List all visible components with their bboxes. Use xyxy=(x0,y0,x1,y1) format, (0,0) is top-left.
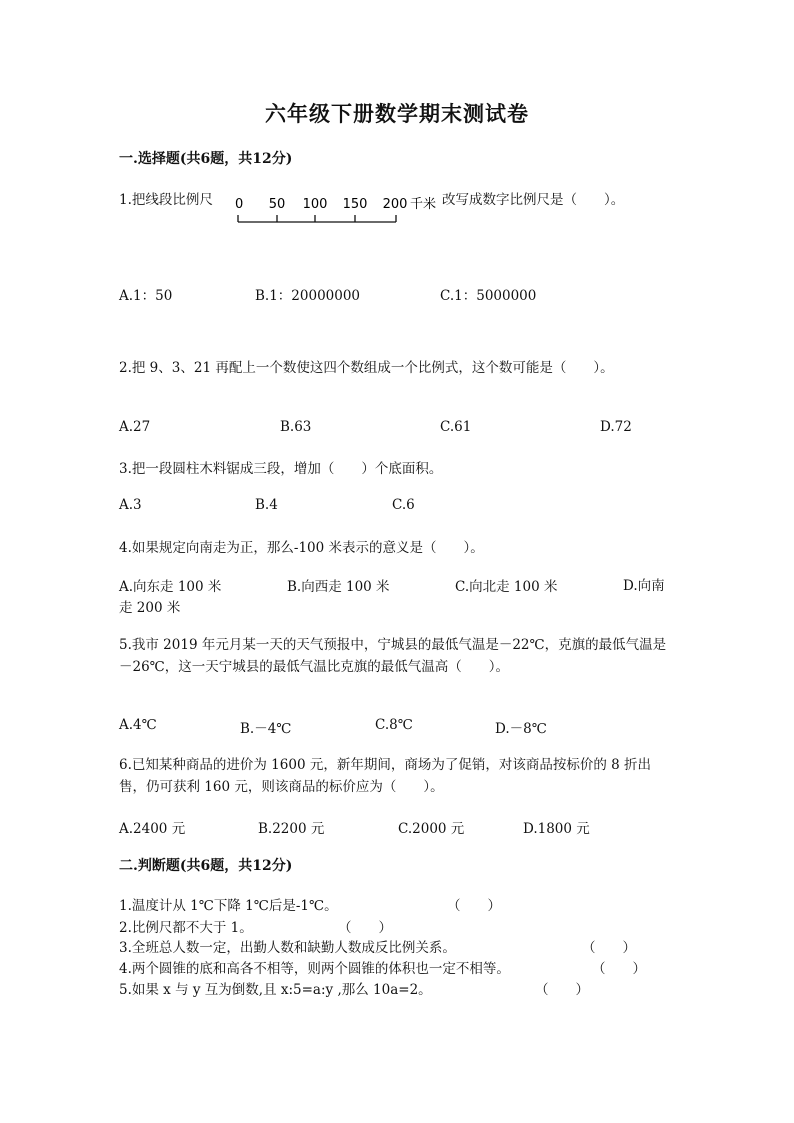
question-3-option-b: B.4 xyxy=(255,497,278,513)
scale-tick-100: 100 xyxy=(302,197,328,212)
judgment-item-1-text: 1.温度计从 1℃下降 1℃后是-1℃。 xyxy=(119,898,338,914)
question-5-option-d: D.－8℃ xyxy=(495,721,547,737)
question-1-option-c: C.1：5000000 xyxy=(440,288,537,304)
question-6-option-c: C.2000 元 xyxy=(398,821,465,837)
question-3-option-c: C.6 xyxy=(392,497,415,513)
question-6-option-b: B.2200 元 xyxy=(258,821,325,837)
judgment-item-2-blank: （ ） xyxy=(338,920,392,936)
judgment-item-4-blank: （ ） xyxy=(592,961,646,977)
question-5-option-b: B.－4℃ xyxy=(240,721,292,737)
question-2-option-b: B.63 xyxy=(280,419,312,435)
section-heading-judgment: 二.判断题(共6题，共12分) xyxy=(119,858,293,874)
question-5-option-c: C.8℃ xyxy=(375,717,413,733)
judgment-item-5-text: 5.如果 x 与 y 互为倒数,且 x:5=a:y ,那么 10a=2。 xyxy=(119,982,432,998)
question-2-text: 2.把 9、3、21 再配上一个数使这四个数组成一个比例式，这个数可能是（ ）。 xyxy=(119,360,614,376)
question-4-option-b: B.向西走 100 米 xyxy=(287,579,390,595)
question-2-option-d: D.72 xyxy=(600,419,632,435)
question-6-option-d: D.1800 元 xyxy=(523,821,590,837)
judgment-item-4-text: 4.两个圆锥的底和高各不相等，则两个圆锥的体积也一定不相等。 xyxy=(119,961,510,977)
line-scale-figure xyxy=(232,192,447,228)
judgment-item-5-blank: （ ） xyxy=(535,982,589,998)
question-6-text: 6.已知某种商品的进价为 1600 元，新年期间，商场为了促销，对该商品按标价的 8 折出售，仍可获利 160 元，则该商品的标价应为（ ）。 xyxy=(119,757,651,795)
question-6-option-a: A.2400 元 xyxy=(119,821,186,837)
judgment-item-2 xyxy=(119,916,253,936)
scale-tick-0: 0 xyxy=(235,197,244,212)
judgment-item-1 xyxy=(119,894,338,914)
question-3-text: 3.把一段圆柱木料锯成三段，增加（ ）个底面积。 xyxy=(119,461,443,477)
question-4-option-a: A.向东走 100 米 xyxy=(119,579,222,595)
judgment-item-1-blank: （ ） xyxy=(447,898,501,914)
scale-tick-50: 50 xyxy=(268,197,286,212)
question-1-text-after: 改写成数字比例尺是（ ）。 xyxy=(442,192,625,208)
scale-unit: 千米 xyxy=(410,197,437,212)
judgment-item-3-text: 3.全班总人数一定，出勤人数和缺勤人数成反比例关系。 xyxy=(119,940,456,956)
question-5-option-a: A.4℃ xyxy=(119,717,157,733)
section-heading-choice: 一.选择题(共6题，共12分) xyxy=(119,151,293,167)
judgment-item-2-text: 2.比例尺都不大于 1。 xyxy=(119,920,253,936)
judgment-item-4 xyxy=(119,957,510,977)
question-1-text-before: 1.把线段比例尺 xyxy=(119,192,213,208)
question-5-text: 5.我市 2019 年元月某一天的天气预报中，宁城县的最低气温是－22℃，克旗的最低气温是－26℃，这一天宁城县的最低气温比克旗的最低气温高（ ）。 xyxy=(119,637,667,675)
question-4-option-d: D.向南走 200 米 xyxy=(119,578,665,616)
judgment-item-5 xyxy=(119,978,432,998)
question-2-option-c: C.61 xyxy=(440,419,472,435)
judgment-item-3-blank: （ ） xyxy=(582,940,636,956)
question-1-option-b: B.1：20000000 xyxy=(255,288,361,304)
scale-tick-150: 150 xyxy=(342,197,368,212)
question-2-option-a: A.27 xyxy=(119,419,151,435)
question-4-option-c: C.向北走 100 米 xyxy=(455,579,558,595)
question-3-option-a: A.3 xyxy=(119,497,142,513)
scale-tick-200: 200 xyxy=(382,197,408,212)
page-title: 六年级下册数学期末测试卷 xyxy=(265,101,529,126)
judgment-item-3 xyxy=(119,936,456,956)
question-1-option-a: A.1：50 xyxy=(119,288,173,304)
question-4-text: 4.如果规定向南走为正，那么-100 米表示的意义是（ ）。 xyxy=(119,540,484,556)
